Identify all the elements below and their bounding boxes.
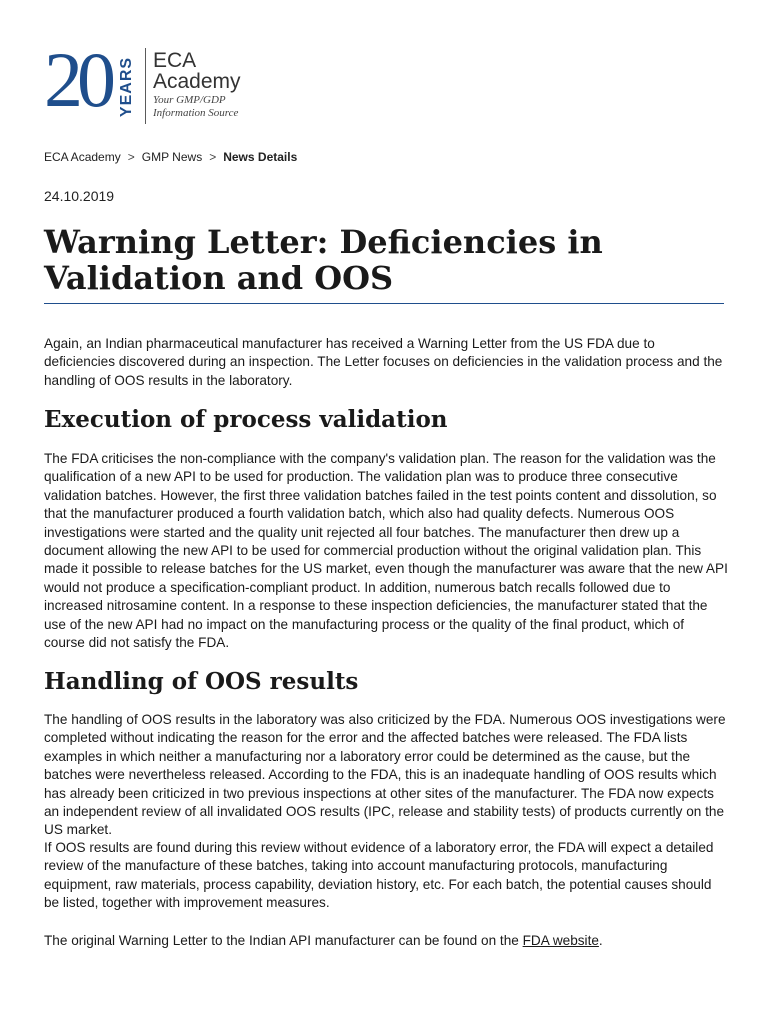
article-intro: Again, an Indian pharmaceutical manufacturer has received a Warning Letter from the US FDA due to deficiencies discovered during an inspection. The Letter focuses on deficiencies in the validation process and the handling of OOS results in the laboratory. <box>44 336 723 388</box>
logo-20-years-number: 20 <box>44 36 110 123</box>
logo-tagline-line1: Your GMP/GDP <box>153 94 226 106</box>
closing-paragraph <box>44 932 728 950</box>
section-heading-oos-results: Handling of OOS results <box>44 668 359 695</box>
article-date: 24.10.2019 <box>44 188 115 204</box>
article-title: Warning Letter: Deficiencies in Validation and OOS <box>44 223 603 297</box>
closing-period: . <box>598 933 603 948</box>
section-heading-process-validation: Execution of process validation <box>44 406 448 433</box>
logo-tagline-line2: Information Source <box>153 107 239 119</box>
breadcrumb <box>44 150 297 164</box>
section-body-oos-results: The handling of OOS results in the laboratory was also criticized by the FDA. Numerous OOS investigations were completed without indicating the reason for the error and the affected batches were released. The FDA lists examples in which neither a manufacturing nor a laboratory error could be determined as the cause, but the batches were nevertheless released. According to the FDA, this is an inadequate handling of OOS results which has already been criticized in two previous inspections at other sites of the manufacturer. The FDA now expects an independent review of all invalidated OOS results (IPC, release and stability tests) of products currently on the US market. <box>44 712 726 838</box>
section-body-process-validation: The FDA criticises the non-compliance with the company's validation plan. The reason for the validation was the qualification of a new API to be used for production. The validation plan was to produce three consecutive validation batches. However, the first three validation batches failed in the test points content and dissolution, so that the manufacturer produced a fourth validation batch, which also had quality defects. Numerous OOS investigations were started and the quality unit rejected all four batches. The manufacturer then drew up a document allowing the new API to be used for commercial production without the original validation plan. This made it possible to release batches for the US market, even though the manufacturer was aware that the new API would not produce a specification-compliant product. In addition, numerous batch recalls followed due to increased nitrosamine content. In a response to these inspection deficiencies, the manufacturer stated that the use of the new API had no impact on the manufacturing process or the quality of the final product, which of course did not satisfy the FDA. <box>44 451 728 651</box>
logo-name-line2: Academy <box>153 70 241 93</box>
logo-years-vertical <box>118 52 136 122</box>
breadcrumb-separator: > <box>209 150 217 164</box>
breadcrumb-separator: > <box>127 150 135 164</box>
fda-website-link[interactable]: FDA website <box>522 933 599 948</box>
section-body-oos-review: If OOS results are found during this review without evidence of a laboratory error, the FDA will expect a detailed review of the manufacture of these batches, taking into account manufacturing protocols, manufacturing equipment, raw materials, process capability, deviation history, etc. For each batch, the potential causes should be listed, together with improvement measures. <box>44 840 714 911</box>
closing-text: The original Warning Letter to the Indian API manufacturer can be found on the <box>44 933 523 948</box>
title-divider <box>44 303 724 304</box>
logo-name <box>153 50 241 92</box>
logo-tagline <box>153 94 238 120</box>
breadcrumb-current: News Details <box>223 150 298 164</box>
breadcrumb-gmp-news[interactable]: GMP News <box>141 150 203 164</box>
logo-name-line1: ECA <box>153 49 197 72</box>
breadcrumb-eca-academy[interactable]: ECA Academy <box>44 150 121 164</box>
logo-divider <box>145 48 146 124</box>
eca-academy-logo[interactable] <box>44 36 284 126</box>
logo-years-label: YEARS <box>118 56 135 118</box>
